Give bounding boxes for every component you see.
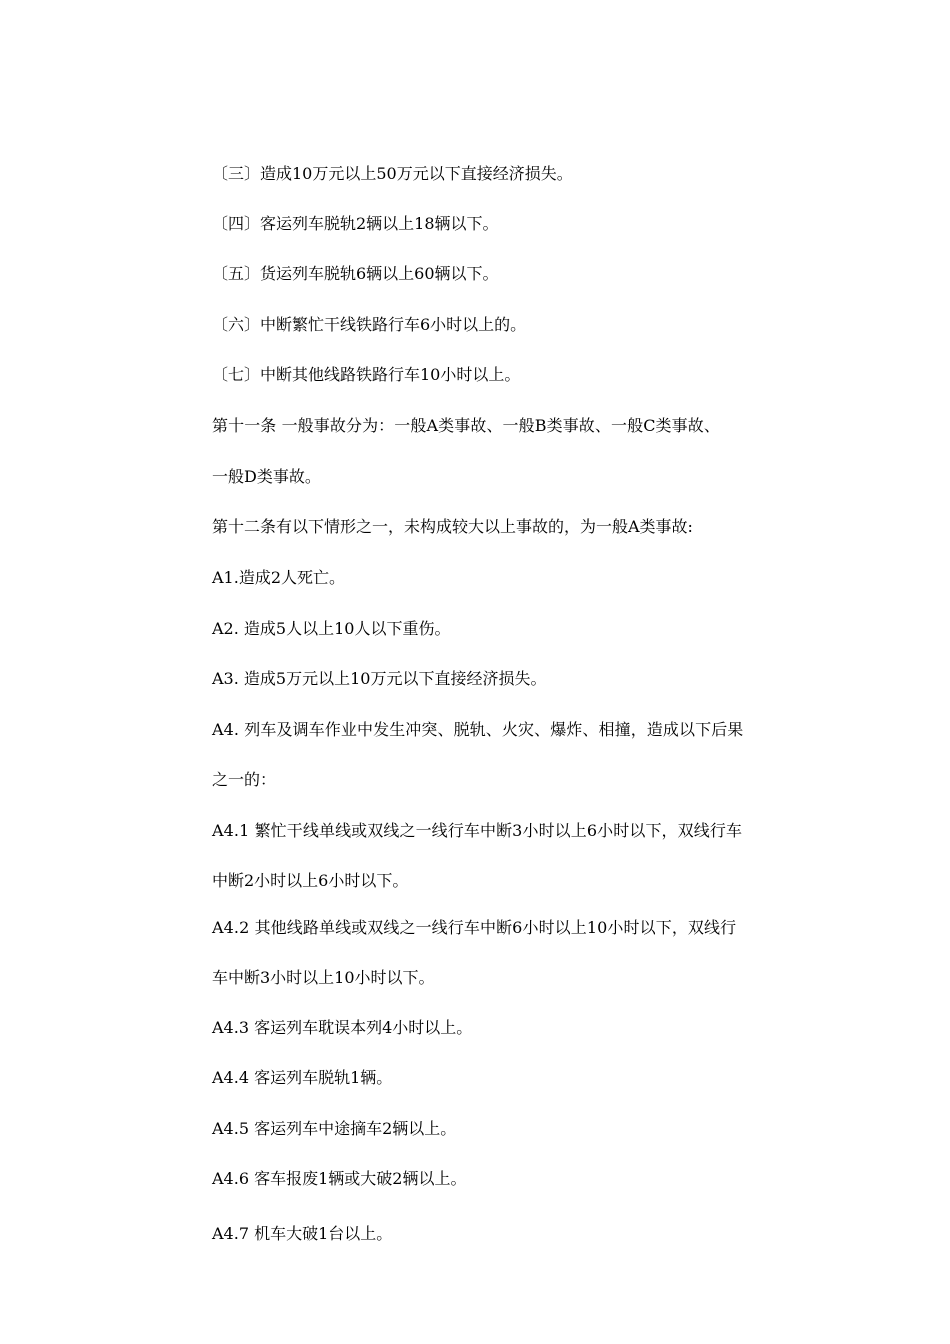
text-line: A4.3 客运列车耽误本列4小时以上。 <box>212 1018 473 1037</box>
text-line: 〔五〕货运列车脱轨6辆以上60辆以下。 <box>212 264 499 283</box>
text-line: A4.1 繁忙干线单线或双线之一线行车中断3小时以上6小时以下，双线行车 <box>212 821 743 840</box>
text-line: A3. 造成5万元以上10万元以下直接经济损失。 <box>212 669 547 688</box>
text-line: 之一的： <box>212 770 277 789</box>
text-line: 第十一条 一般事故分为：一般A类事故、一般B类事故、一般C类事故、 <box>212 416 720 435</box>
text-line: 车中断3小时以上10小时以下。 <box>212 968 435 987</box>
text-line: A4.7 机车大破1台以上。 <box>212 1224 393 1243</box>
text-line: A4.6 客车报废1辆或大破2辆以上。 <box>212 1169 467 1188</box>
text-line: A4.5 客运列车中途摘车2辆以上。 <box>212 1119 457 1138</box>
text-line: A4.4 客运列车脱轨1辆。 <box>212 1068 393 1087</box>
text-line: 〔三〕造成10万元以上50万元以下直接经济损失。 <box>212 164 573 183</box>
text-line: 〔七〕中断其他线路铁路行车10小时以上。 <box>212 365 521 384</box>
text-line: 〔四〕客运列车脱轨2辆以上18辆以下。 <box>212 214 499 233</box>
text-line: A4. 列车及调车作业中发生冲突、脱轨、火灾、爆炸、相撞，造成以下后果 <box>212 720 744 739</box>
text-line: A4.2 其他线路单线或双线之一线行车中断6小时以上10小时以下，双线行 <box>212 918 737 937</box>
text-line: A1.造成2人死亡。 <box>212 568 346 587</box>
text-line: 〔六〕中断繁忙干线铁路行车6小时以上的。 <box>212 315 527 334</box>
text-line: 第十二条有以下情形之一，未构成较大以上事故的，为一般A类事故: <box>212 517 693 536</box>
text-line: 一般D类事故。 <box>212 467 321 486</box>
text-line: A2. 造成5人以上10人以下重伤。 <box>212 619 451 638</box>
text-line: 中断2小时以上6小时以下。 <box>212 871 409 890</box>
